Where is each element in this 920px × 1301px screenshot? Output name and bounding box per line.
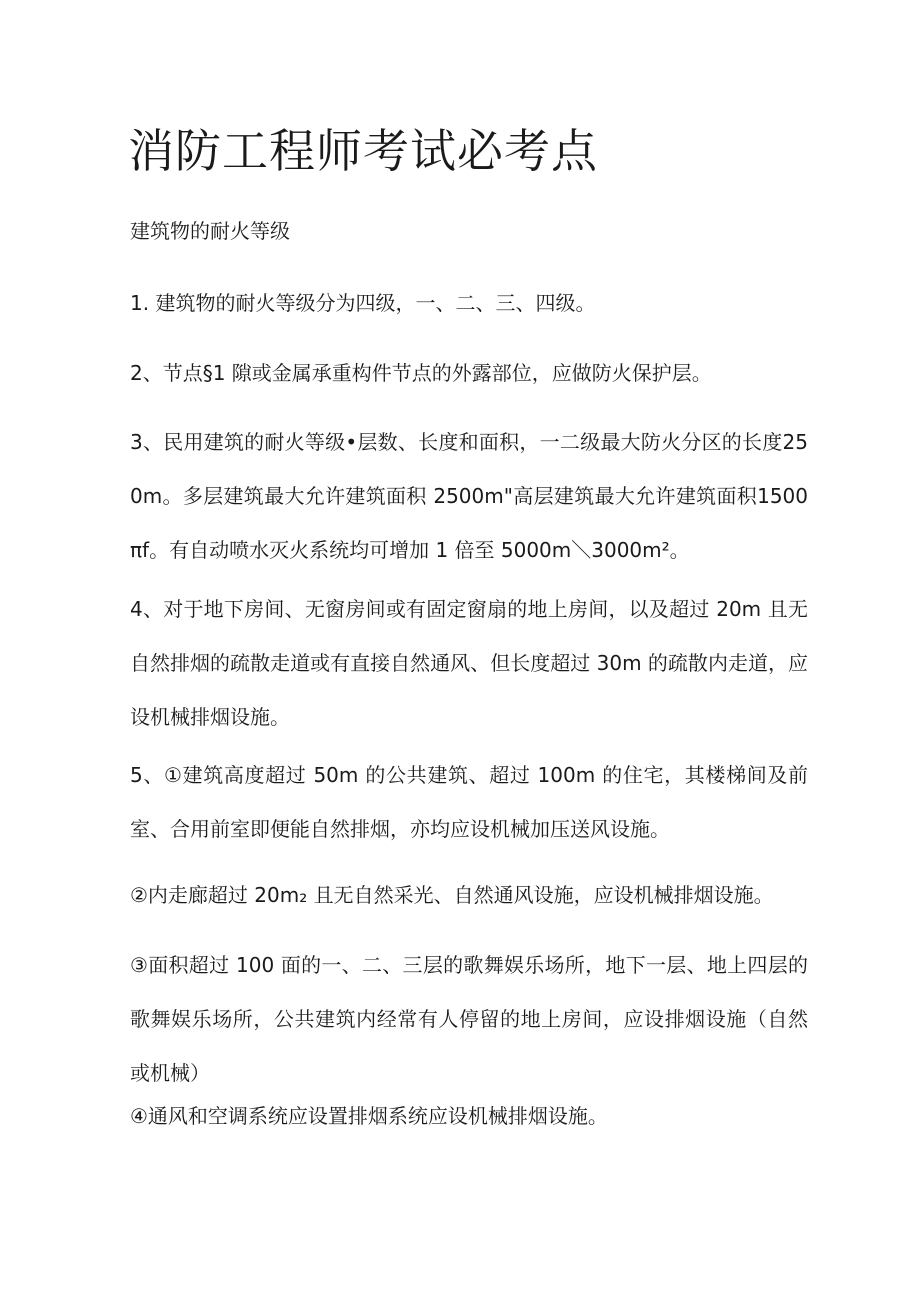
page-title: 消防工程师考试必考点	[128, 124, 598, 178]
paragraph-5-4: ④通风和空调系统应设置排烟系统应设机械排烟设施。	[130, 1104, 608, 1128]
paragraph-5: 5、①建筑高度超过 50m 的公共建筑、超过 100m 的住宅，其楼梯间及前室、合用前室即便能自然排烟，亦均应设机械加压送风设施。	[130, 763, 808, 841]
paragraph-5-2: ②内走廊超过 20m₂ 且无自然采光、自然通风设施，应设机械排烟设施。	[130, 883, 774, 907]
paragraph-5-3: ③面积超过 100 面的一、二、三层的歌舞娱乐场所，地下一层、地上四层的歌舞娱乐场所，公共建筑内经常有人停留的地上房间，应设排烟设施（自然或机械）	[130, 953, 808, 1085]
section-heading: 建筑物的耐火等级	[130, 219, 290, 243]
paragraph-1: 1. 建筑物的耐火等级分为四级，一、二、三、四级。	[130, 291, 596, 315]
paragraph-4: 4、对于地下房间、无窗房间或有固定窗扇的地上房间，以及超过 20m 且无自然排烟的疏散走道或有直接自然通风、但长度超过 30m 的疏散内走道，应设机械排烟设施。	[130, 597, 808, 729]
paragraph-2: 2、节点§1 隙或金属承重构件节点的外露部位，应做防火保护层。	[130, 361, 712, 385]
paragraph-3: 3、民用建筑的耐火等级•层数、长度和面积，一二级最大防火分区的长度250m。多层建筑最大允许建筑面积 2500m"高层建筑最大允许建筑面积1500πf。有自动喷水灭火系统均可增加 1 倍至 5000m＼3000m²。	[130, 430, 808, 562]
